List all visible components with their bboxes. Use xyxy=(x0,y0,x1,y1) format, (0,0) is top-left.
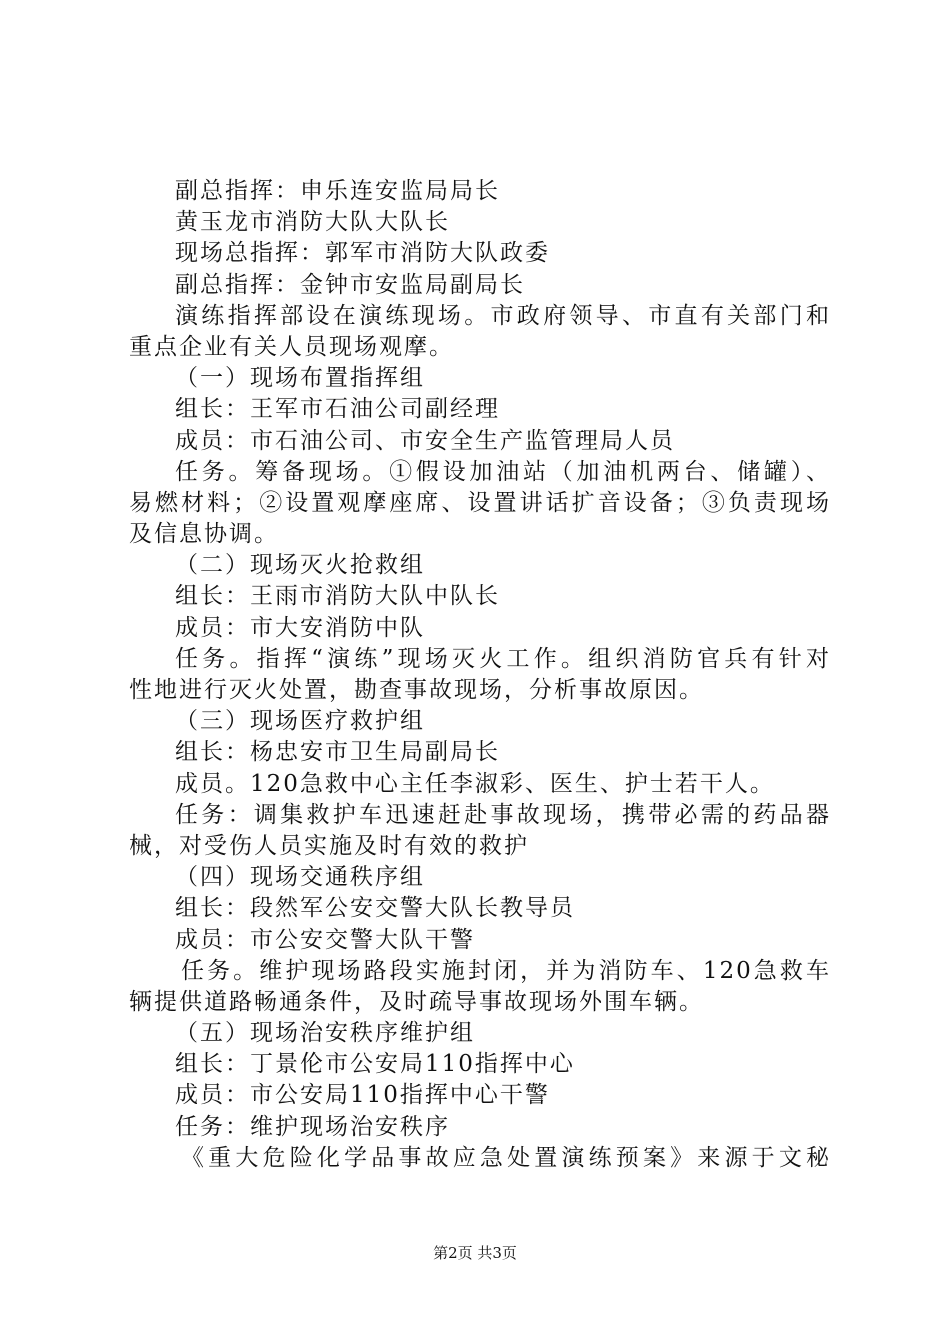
text-line: 现场总指挥：郭军市消防大队政委 xyxy=(175,240,550,267)
section-heading: （三）现场医疗救护组 xyxy=(175,708,425,735)
text-line: 演练指挥部设在演练现场。市政府领导、市直有关部门和 xyxy=(175,302,831,329)
text-line: 成员：市公安交警大队干警 xyxy=(175,926,475,953)
section-heading: （二）现场灭火抢救组 xyxy=(175,552,425,579)
text-line: 辆提供道路畅通条件，及时疏导事故现场外围车辆。 xyxy=(129,988,704,1015)
text-line: 组长：王军市石油公司副经理 xyxy=(175,396,500,423)
text-line: 任务：调集救护车迅速赶赴事故现场，携带必需的药品器 xyxy=(175,801,831,828)
text-line: 械，对受伤人员实施及时有效的救护 xyxy=(129,832,529,859)
section-heading: （一）现场布置指挥组 xyxy=(175,365,425,392)
section-heading: （五）现场治安秩序维护组 xyxy=(175,1020,475,1047)
text-line: 副总指挥：申乐连安监局局长 xyxy=(175,178,500,204)
text-line: 任务。筹备现场。①假设加油站（加油机两台、储罐）、 xyxy=(175,458,831,485)
text-line: 成员：市石油公司、市安全生产监管理局人员 xyxy=(175,427,675,454)
document-body xyxy=(129,176,831,1174)
text-line: 重点企业有关人员现场观摩。 xyxy=(129,333,454,360)
text-line: 组长：杨忠安市卫生局副局长 xyxy=(175,739,500,766)
text-line: 《重大危险化学品事故应急处置演练预案》来源于文秘 xyxy=(181,1144,831,1171)
section-heading: （四）现场交通秩序组 xyxy=(175,864,425,891)
text-line: 易燃材料；②设置观摩座席、设置讲话扩音设备；③负责现场 xyxy=(129,489,831,516)
text-line: 组长：王雨市消防大队中队长 xyxy=(175,583,500,610)
text-line: 副总指挥：金钟市安监局副局长 xyxy=(175,271,525,298)
text-line: 任务。指挥“演练”现场灭火工作。组织消防官兵有针对 xyxy=(175,645,831,672)
text-line: 组长：丁景伦市公安局110指挥中心 xyxy=(175,1051,575,1078)
text-line: 及信息协调。 xyxy=(129,521,279,548)
text-line: 任务：维护现场治安秩序 xyxy=(175,1113,450,1140)
text-line: 成员：市公安局110指挥中心干警 xyxy=(175,1082,550,1109)
text-line: 任务。维护现场路段实施封闭，并为消防车、120急救车 xyxy=(181,957,831,984)
text-line: 成员：市大安消防中队 xyxy=(175,614,425,641)
text-line: 性地进行灭火处置，勘查事故现场，分析事故原因。 xyxy=(129,677,704,703)
text-line: 成员。120急救中心主任李淑彩、医生、护士若干人。 xyxy=(175,770,775,797)
page-footer: 第2页 共3页 xyxy=(433,1244,517,1262)
text-line: 黄玉龙市消防大队大队长 xyxy=(175,209,450,236)
text-line: 组长：段然军公安交警大队长教导员 xyxy=(175,895,575,922)
